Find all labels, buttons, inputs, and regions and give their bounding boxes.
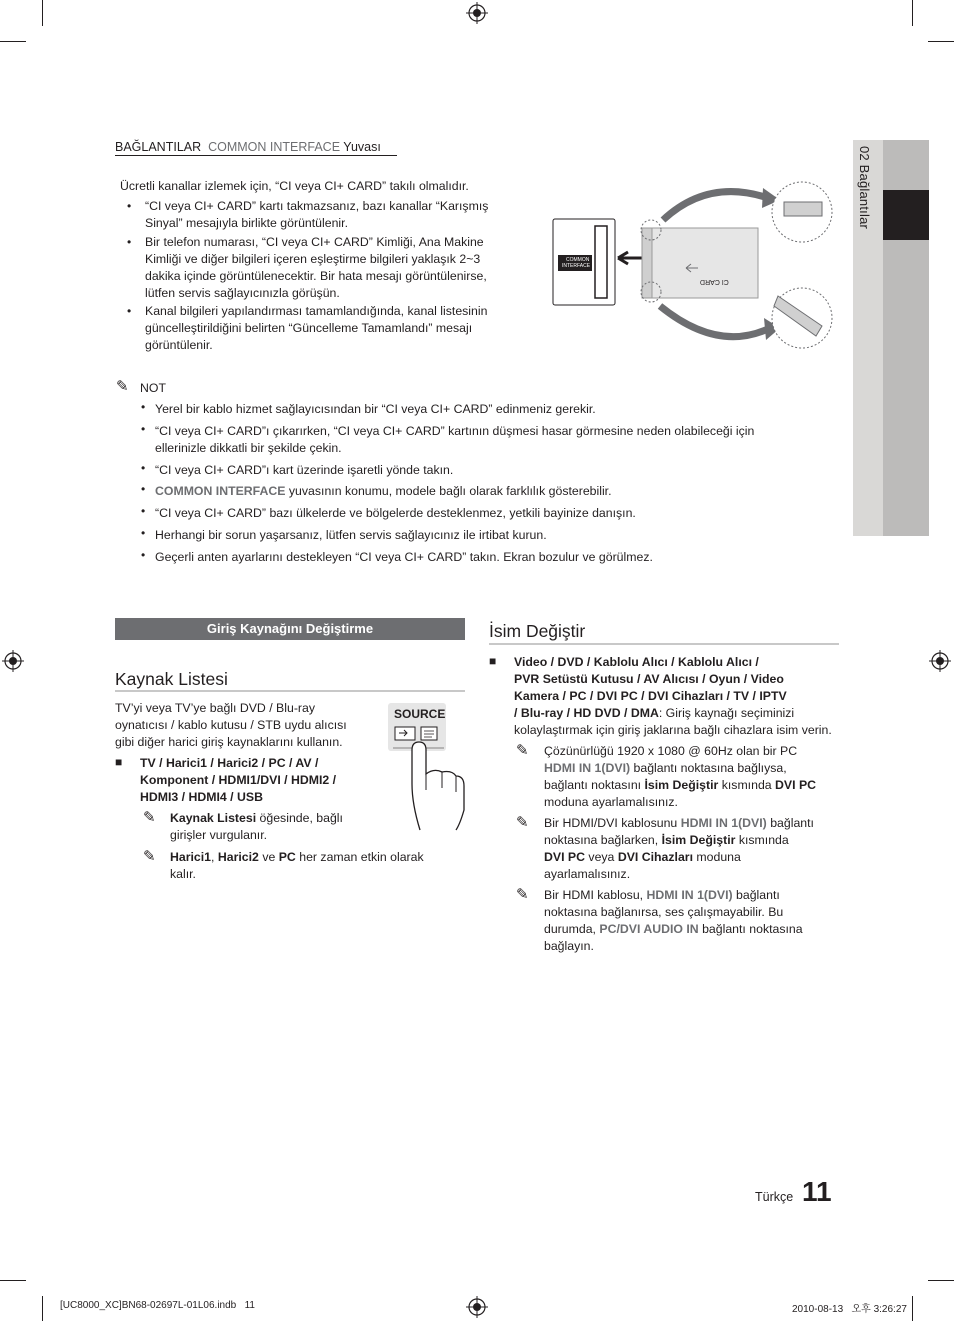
note-pencil-icon: ✎ — [143, 848, 156, 865]
side-tab-marker — [883, 190, 929, 240]
right-note-2-l2b: İsim Değiştir — [661, 833, 736, 847]
side-tab-label: 02 Bağlantılar — [857, 146, 872, 230]
slot-label-interface: INTERFACE — [562, 263, 591, 269]
intro-bullet-2-l1: Bir telefon numarası, “CI veya CI+ CARD” Kimliği, Ana Makine — [145, 235, 484, 249]
right-note-2-l3a: DVI PC — [544, 850, 585, 864]
right-note-2-l3 — [544, 849, 741, 866]
bullet-icon: • — [127, 235, 132, 249]
left-intro-l2: oynatıcısı / kablo kutusu / STB uydu alıcısı — [115, 718, 347, 732]
square-bullet-icon: ■ — [115, 755, 123, 769]
left-note-2-rest: her zaman etkin olarak — [295, 850, 424, 864]
right-note-2-l1c: bağlantı — [766, 816, 814, 830]
footer-date: 2010-08-13 오후 3:26:27 — [792, 1304, 907, 1315]
sources-l3: HDMI3 / HDMI4 / USB — [140, 790, 263, 804]
intro-lead: Ücretli kanallar izlemek için, “CI veya CI+ CARD” takılı olmalıdır. — [120, 179, 469, 193]
not-label: NOT — [140, 381, 166, 395]
source-button-label: SOURCE — [394, 707, 446, 721]
intro-bullet-3-l3: görüntülenir. — [145, 338, 213, 352]
breadcrumb-section: BAĞLANTILAR — [115, 140, 202, 154]
right-note-2-l2a: noktasına bağlarken, — [544, 833, 662, 847]
right-note-3-l3a: durumda, — [544, 922, 600, 936]
right-note-1-port: HDMI IN 1(DVI) — [544, 761, 631, 775]
bullet-icon: • — [141, 482, 146, 496]
bullet-icon: • — [141, 461, 146, 475]
right-note-1-l1: Çözünürlüğü 1920 x 1080 @ 60Hz olan bir PC — [544, 744, 798, 758]
bullet-icon: • — [127, 199, 132, 213]
left-note-2-b3: PC — [278, 850, 296, 864]
not-item-1: Yerel bir kablo hizmet sağlayıcısından bir “CI veya CI+ CARD” edinmeniz gerekir. — [155, 402, 596, 416]
right-note-2-l4: ayarlamalısınız. — [544, 867, 631, 881]
left-note-1-bold: Kaynak Listesi — [170, 811, 257, 825]
crop-mark — [42, 0, 43, 26]
crop-mark — [42, 1296, 43, 1321]
left-note-2-sep: , — [211, 850, 218, 864]
right-note-3-port2: PC/DVI AUDIO IN — [599, 922, 699, 936]
page-number: 11 — [802, 1176, 832, 1207]
right-list-l4 — [514, 705, 794, 722]
not-item-7: Geçerli anten ayarlarını destekleyen “CI veya CI+ CARD” takın. Ekran bozulur ve görülmez. — [155, 550, 653, 564]
right-note-3-l3 — [544, 921, 803, 938]
intro-bullet-2-l3: dakika içinde görüntülenecektir. Bir hata mesajı görüntülenirse, — [145, 269, 487, 283]
right-note-1-l3a: bağlantı noktasını — [544, 778, 645, 792]
crop-mark — [928, 41, 954, 42]
right-note-1-l2-rest: bağlantı noktasına bağlıysa, — [630, 761, 787, 775]
right-list-l1: Video / DVD / Kablolu Alıcı / Kablolu Alıcı / — [514, 655, 759, 669]
right-list-l3: Kamera / PC / DVI PC / DVI Cihazları / TV / IPTV — [514, 689, 787, 703]
ci-card-illustration — [548, 178, 838, 353]
right-note-2-l3b: veya — [585, 850, 618, 864]
breadcrumb-underline — [115, 155, 397, 156]
left-note-1-l2: girişler vurgulanır. — [170, 828, 268, 842]
left-intro-l1: TV’yi veya TV’ye bağlı DVD / Blu-ray — [115, 701, 316, 715]
intro-bullet-1-l2: Sinyal” mesajıyla birlikte görüntülenir. — [145, 216, 348, 230]
intro-bullet-1-l1: “CI veya CI+ CARD” kartı takmazsanız, bazı kanallar “Karışmış — [145, 199, 489, 213]
not-item-4-prefix: COMMON INTERFACE — [155, 484, 286, 498]
right-note-3-l1 — [544, 887, 780, 904]
intro-bullet-3-l1: Kanal bilgileri yapılandırması tamamlandığında, kanal listesinin — [145, 304, 488, 318]
registration-mark-icon — [466, 1296, 488, 1318]
right-note-1-l3b: İsim Değiştir — [644, 778, 719, 792]
bullet-icon: • — [141, 504, 146, 518]
right-note-2-l2 — [544, 832, 789, 849]
breadcrumb-slot: Yuvası — [343, 140, 381, 154]
section-banner: Giriş Kaynağını Değiştirme — [115, 618, 465, 640]
bullet-icon: • — [141, 400, 146, 414]
bullet-icon: • — [141, 526, 146, 540]
left-note-2-l2: kalır. — [170, 867, 196, 881]
left-intro-l3: gibi diğer harici giriş kaynaklarını kullanın. — [115, 735, 343, 749]
crop-mark — [0, 1280, 26, 1281]
registration-mark-icon — [466, 2, 488, 24]
right-note-2-l2c: kısmında — [735, 833, 789, 847]
right-note-3-l3c: bağlantı noktasına — [698, 922, 803, 936]
note-pencil-icon: ✎ — [516, 886, 529, 903]
note-pencil-icon: ✎ — [143, 809, 156, 826]
left-note-1-rest: öğesinde, bağlı — [256, 811, 343, 825]
left-note-2-l1 — [170, 849, 424, 866]
crop-mark — [912, 1296, 913, 1321]
right-note-2-port: HDMI IN 1(DVI) — [680, 816, 767, 830]
note-pencil-icon: ✎ — [516, 742, 529, 759]
not-item-3: “CI veya CI+ CARD”ı kart üzerinde işaretli yönde takın. — [155, 463, 454, 477]
footer-file: [UC8000_XC]BN68-02697L-01L06.indb 11 — [60, 1300, 255, 1311]
right-note-1-l3 — [544, 777, 816, 794]
right-note-3-l1c: bağlantı — [732, 888, 780, 902]
bullet-icon: • — [141, 548, 146, 562]
left-note-2-b2: Harici2 — [217, 850, 259, 864]
right-list-last-rest: : Giriş kaynağı seçiminizi — [658, 706, 795, 720]
right-note-2-l3c: DVI Cihazları — [617, 850, 693, 864]
kaynak-listesi-heading: Kaynak Listesi — [115, 669, 228, 689]
breadcrumb — [115, 140, 381, 154]
not-item-4 — [155, 483, 612, 500]
right-note-3-l2: noktasına bağlanırsa, ses çalışmayabilir. Bu — [544, 905, 784, 919]
left-note-2-mid: ve — [258, 850, 279, 864]
heading-rule — [115, 690, 465, 692]
right-note-1-l4: moduna ayarlamalısınız. — [544, 795, 678, 809]
not-item-4-text: yuvasının konumu, modele bağlı olarak farklılık gösterebilir. — [288, 484, 612, 498]
right-list-last-bold: / Blu-ray / HD DVD / DMA — [514, 706, 659, 720]
right-list-l2: PVR Setüstü Kutusu / AV Alıcısı / Oyun / Video — [514, 672, 784, 686]
left-note-1-l1 — [170, 810, 343, 827]
right-note-3-l4: bağlayın. — [544, 939, 594, 953]
intro-bullet-3-l2: güncelleştirildiğini belirten “Güncelleme Tamamlandı” mesajı — [145, 321, 473, 335]
right-note-2-l3d: moduna — [692, 850, 741, 864]
ci-card-label: CI CARD — [700, 278, 729, 285]
bullet-icon: • — [141, 422, 146, 436]
not-item-5: “CI veya CI+ CARD” bazı ülkelerde ve bölgelerde desteklenmez, yetkili bayinize danışın. — [155, 506, 636, 520]
square-bullet-icon: ■ — [489, 654, 497, 668]
not-item-2-l1: “CI veya CI+ CARD”ı çıkarırken, “CI veya CI+ CARD” kartının düşmesi hasar görmesine neden olabileceği için — [155, 424, 755, 438]
right-note-3-l1a: Bir HDMI kablosu, — [544, 888, 647, 902]
intro-bullet-2-l2: Kimliği ve diğer bilgileri içeren eşleştirme bilgileri yaklaşık 2~3 — [145, 252, 481, 266]
right-note-1-l2 — [544, 760, 787, 777]
left-note-2-b1: Harici1 — [170, 850, 212, 864]
not-item-6: Herhangi bir sorun yaşarsanız, lütfen servis sağlayıcınız ile irtibat kurun. — [155, 528, 547, 542]
right-note-1-l3c: kısmında — [718, 778, 776, 792]
heading-rule — [489, 643, 839, 645]
crop-mark — [928, 1280, 954, 1281]
note-pencil-icon: ✎ — [116, 378, 129, 395]
sources-l2: Komponent / HDMI1/DVI / HDMI2 / — [140, 773, 337, 787]
right-note-1-l3d: DVI PC — [775, 778, 817, 792]
slot-label-common: COMMON — [566, 257, 590, 263]
right-note-2-l1 — [544, 815, 814, 832]
crop-mark — [0, 41, 26, 42]
registration-mark-icon — [2, 650, 24, 672]
registration-mark-icon — [929, 650, 951, 672]
intro-bullet-2-l4: lütfen servis sağlayıcınızla görüşün. — [145, 286, 340, 300]
note-pencil-icon: ✎ — [516, 814, 529, 831]
sources-l1: TV / Harici1 / Harici2 / PC / AV / — [140, 756, 319, 770]
right-note-2-l1a: Bir HDMI/DVI kablosunu — [544, 816, 681, 830]
crop-mark — [912, 0, 913, 26]
not-item-2-l2: ellerinizle dikkatli bir şekilde çekin. — [155, 441, 342, 455]
bullet-icon: • — [127, 304, 132, 318]
footer-language: Türkçe — [755, 1190, 794, 1204]
isim-degistir-heading: İsim Değiştir — [489, 621, 586, 641]
right-note-3-port: HDMI IN 1(DVI) — [646, 888, 733, 902]
right-list-l5: kolaylaştırmak için giriş jaklarına bağlı cihazlara isim verin. — [514, 723, 832, 737]
hand-press-icon — [390, 724, 470, 834]
breadcrumb-sub: COMMON INTERFACE — [208, 140, 341, 154]
